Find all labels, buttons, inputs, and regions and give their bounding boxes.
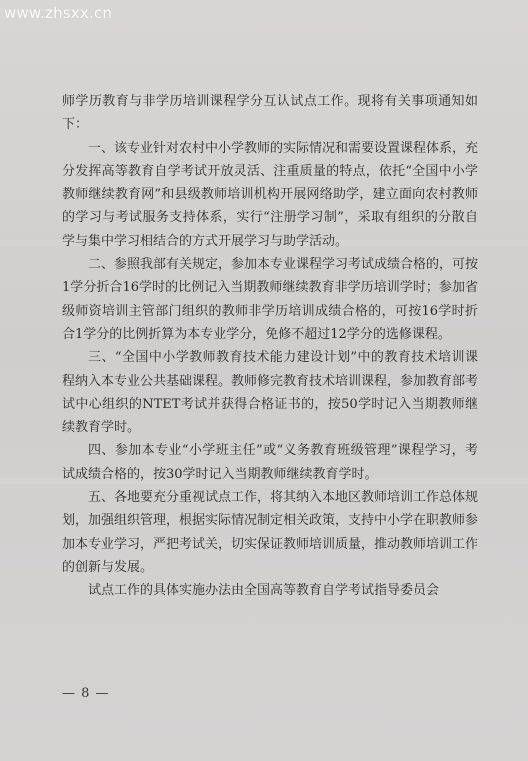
- paragraph-item-2: 二、参照我部有关规定，参加本专业课程学习考试成绩合格的，可按1学分折合16学时的比例记入当期教师继续教育非学历培训学时；参加省级师资培训主管部门组织的教师非学历培训成绩合格的，可按16学时折合1学分的比例折算为本专业学分，免修不超过12学分的选修课程。: [62, 257, 479, 342]
- document-body: [62, 90, 478, 603]
- paragraph-item-4: 四、参加本专业“小学班主任”或“义务教育班级管理”课程学习，考试成绩合格的，按30学时记入当期教师继续教育学时。: [62, 443, 478, 482]
- watermark-text: www.zhsxx.cn: [4, 4, 113, 22]
- paragraph-item-5: 五、各地要充分重视试点工作，将其纳入本地区教师培训工作总体规划，加强组织管理，根据实际情况制定相关政策，支持中小学在职教师参加本专业学习，严把考试关，切实保证教师培训质量，推动教师培训工作的创新与发展。: [62, 490, 479, 575]
- paragraph-item-3: 三、“全国中小学教师教育技术能力建设计划”中的教育技术培训课程纳入本专业公共基础课程。教师修完教育技术培训课程，参加教育部考试中心组织的NTET考试并获得合格证书的，按50学时记入当期教师继续教育学时。: [62, 350, 479, 436]
- paragraph-closing: 试点工作的具体实施办法由全国高等教育自学考试指导委员会: [88, 583, 440, 599]
- paragraph-intro: 师学历教育与非学历培训课程学分互认试点工作。现将有关事项通知如下：: [62, 94, 478, 133]
- page-number: — 8 —: [62, 686, 110, 701]
- paragraph-item-1: 一、该专业针对农村中小学教师的实际情况和需要设置课程体系，充分发挥高等教育自学考试开放灵活、注重质量的特点，依托“全国中小学教师继续教育网”和县级教师培训机构开展网络助学，建立面向农村教师的学习与考试服务支持体系，实行“注册学习制”，采取有组织的分散自学与集中学习相结合的方式开展学习与助学活动。: [62, 140, 479, 249]
